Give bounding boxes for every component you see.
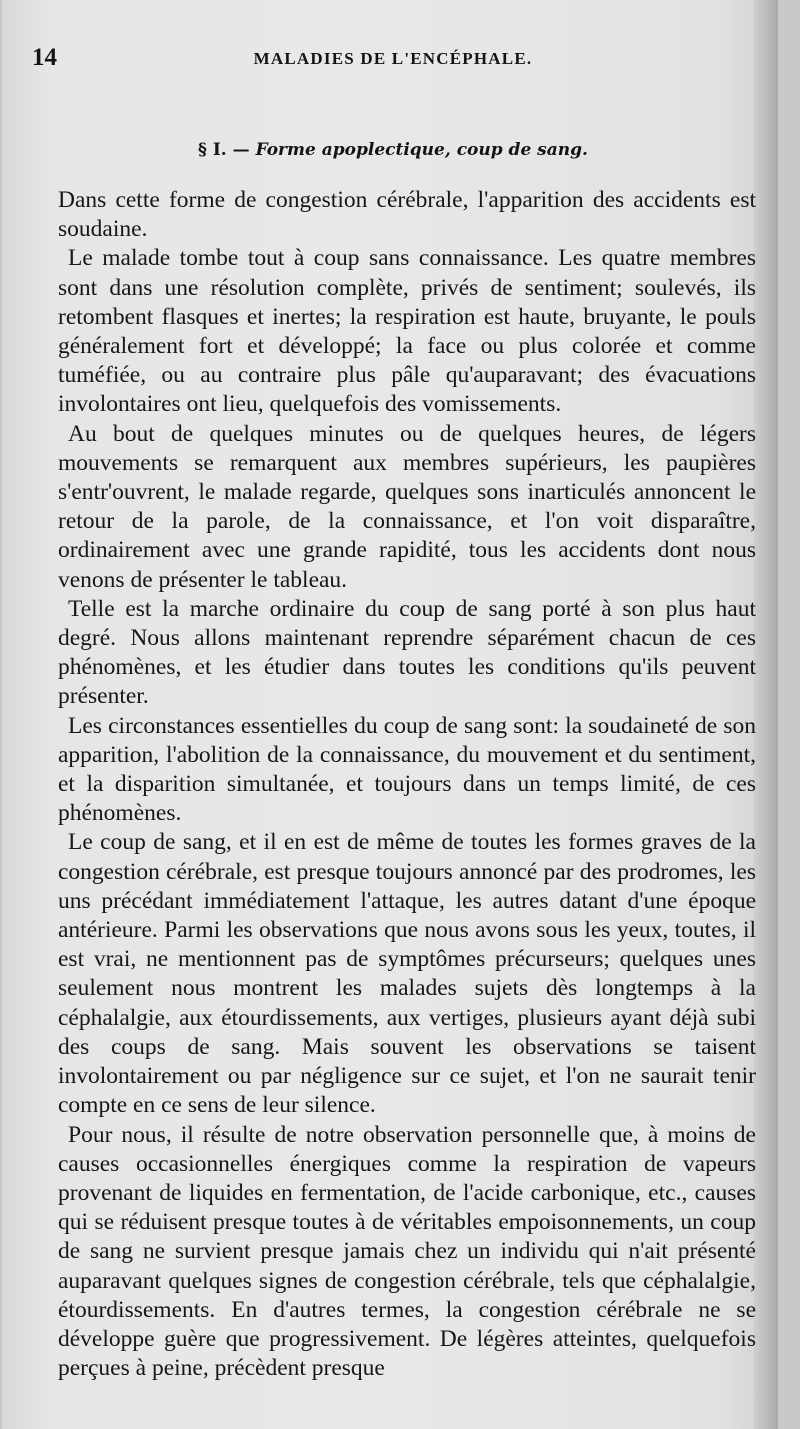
- paragraph-1: Dans cette forme de congestion cérébrale, l'apparition des accidents est soudaine.: [58, 187, 756, 243]
- section-heading: [32, 140, 754, 160]
- paragraph-6: Le coup de sang, et il en est de même de toutes les formes graves de la congestion cérébrale, est presque toujours annoncé par des prodromes, les uns précédant immédiatement l'attaque, les autres datant d'une époque antérieure. Parmi les observations que nous avons sous les yeux, toutes, il est vrai, ne mentionnent pas de symptômes précurseurs; quelques unes seulement nous montrent les malades sujets dès longtemps à la céphalalgie, aux étourdissements, aux vertiges, plusieurs ayant déjà subi des coups de sang. Mais souvent les observations se taisent involontairement ou par négligence sur ce sujet, et l'on ne saurait tenir compte en ce sens de leur silence.: [58, 829, 756, 1119]
- body-text: [58, 186, 756, 1383]
- running-head: [32, 44, 754, 74]
- paragraph-5: Les circonstances essentielles du coup de sang sont: la soudaineté de son apparition, l'abolition de la connaissance, du mouvement et du sentiment, et la disparition simultanée, et toujours dans un temps limité, de ces phénomènes.: [58, 712, 756, 827]
- paragraph-7: Pour nous, il résulte de notre observation personnelle que, à moins de causes occasionnelles énergiques comme la respiration de vapeurs provenant de liquides en fermentation, de l'acide carbonique, etc., causes qui se réduisent presque toutes à de véritables empoisonnements, un coup de sang ne survient presque jamais chez un individu qui n'ait présenté auparavant quelques signes de congestion cérébrale, tels que céphalalgie, étourdissements. En d'autres termes, la congestion cérébrale ne se développe guère que progressivement. De légères atteintes, quelquefois perçues à peine, précèdent presque: [58, 1121, 756, 1382]
- section-title: Forme apoplectique, coup de sang.: [255, 140, 588, 160]
- section-number: § I. —: [198, 140, 250, 160]
- page-edge-shadow: [754, 0, 778, 1429]
- paragraph-2: Le malade tombe tout à coup sans connaissance. Les quatre membres sont dans une résolution complète, privés de sentiment; soulevés, ils retombent flasques et inertes; la respiration est haute, bruyante, le pouls généralement fort et développé; la face ou plus colorée et comme tuméfiée, ou au contraire plus pâle qu'auparavant; des évacuations involontaires ont lieu, quelquefois des vomissements.: [58, 245, 756, 418]
- book-page: [2, 0, 778, 1429]
- page-number: 14: [32, 44, 57, 71]
- running-title: MALADIES DE L'ENCÉPHALE.: [253, 49, 533, 68]
- paragraph-4: Telle est la marche ordinaire du coup de sang porté à son plus haut degré. Nous allons maintenant reprendre séparément chacun de ces phénomènes, et les étudier dans toutes les conditions qu'ils peuvent présenter.: [58, 595, 756, 710]
- paragraph-3: Au bout de quelques minutes ou de quelques heures, de légers mouvements se remarquent aux membres supérieurs, les paupières s'entr'ouvrent, le malade regarde, quelques sons inarticulés annoncent le retour de la parole, de la connaissance, et l'on voit disparaître, ordinairement avec une grande rapidité, tous les accidents dont nous venons de présenter le tableau.: [58, 420, 756, 593]
